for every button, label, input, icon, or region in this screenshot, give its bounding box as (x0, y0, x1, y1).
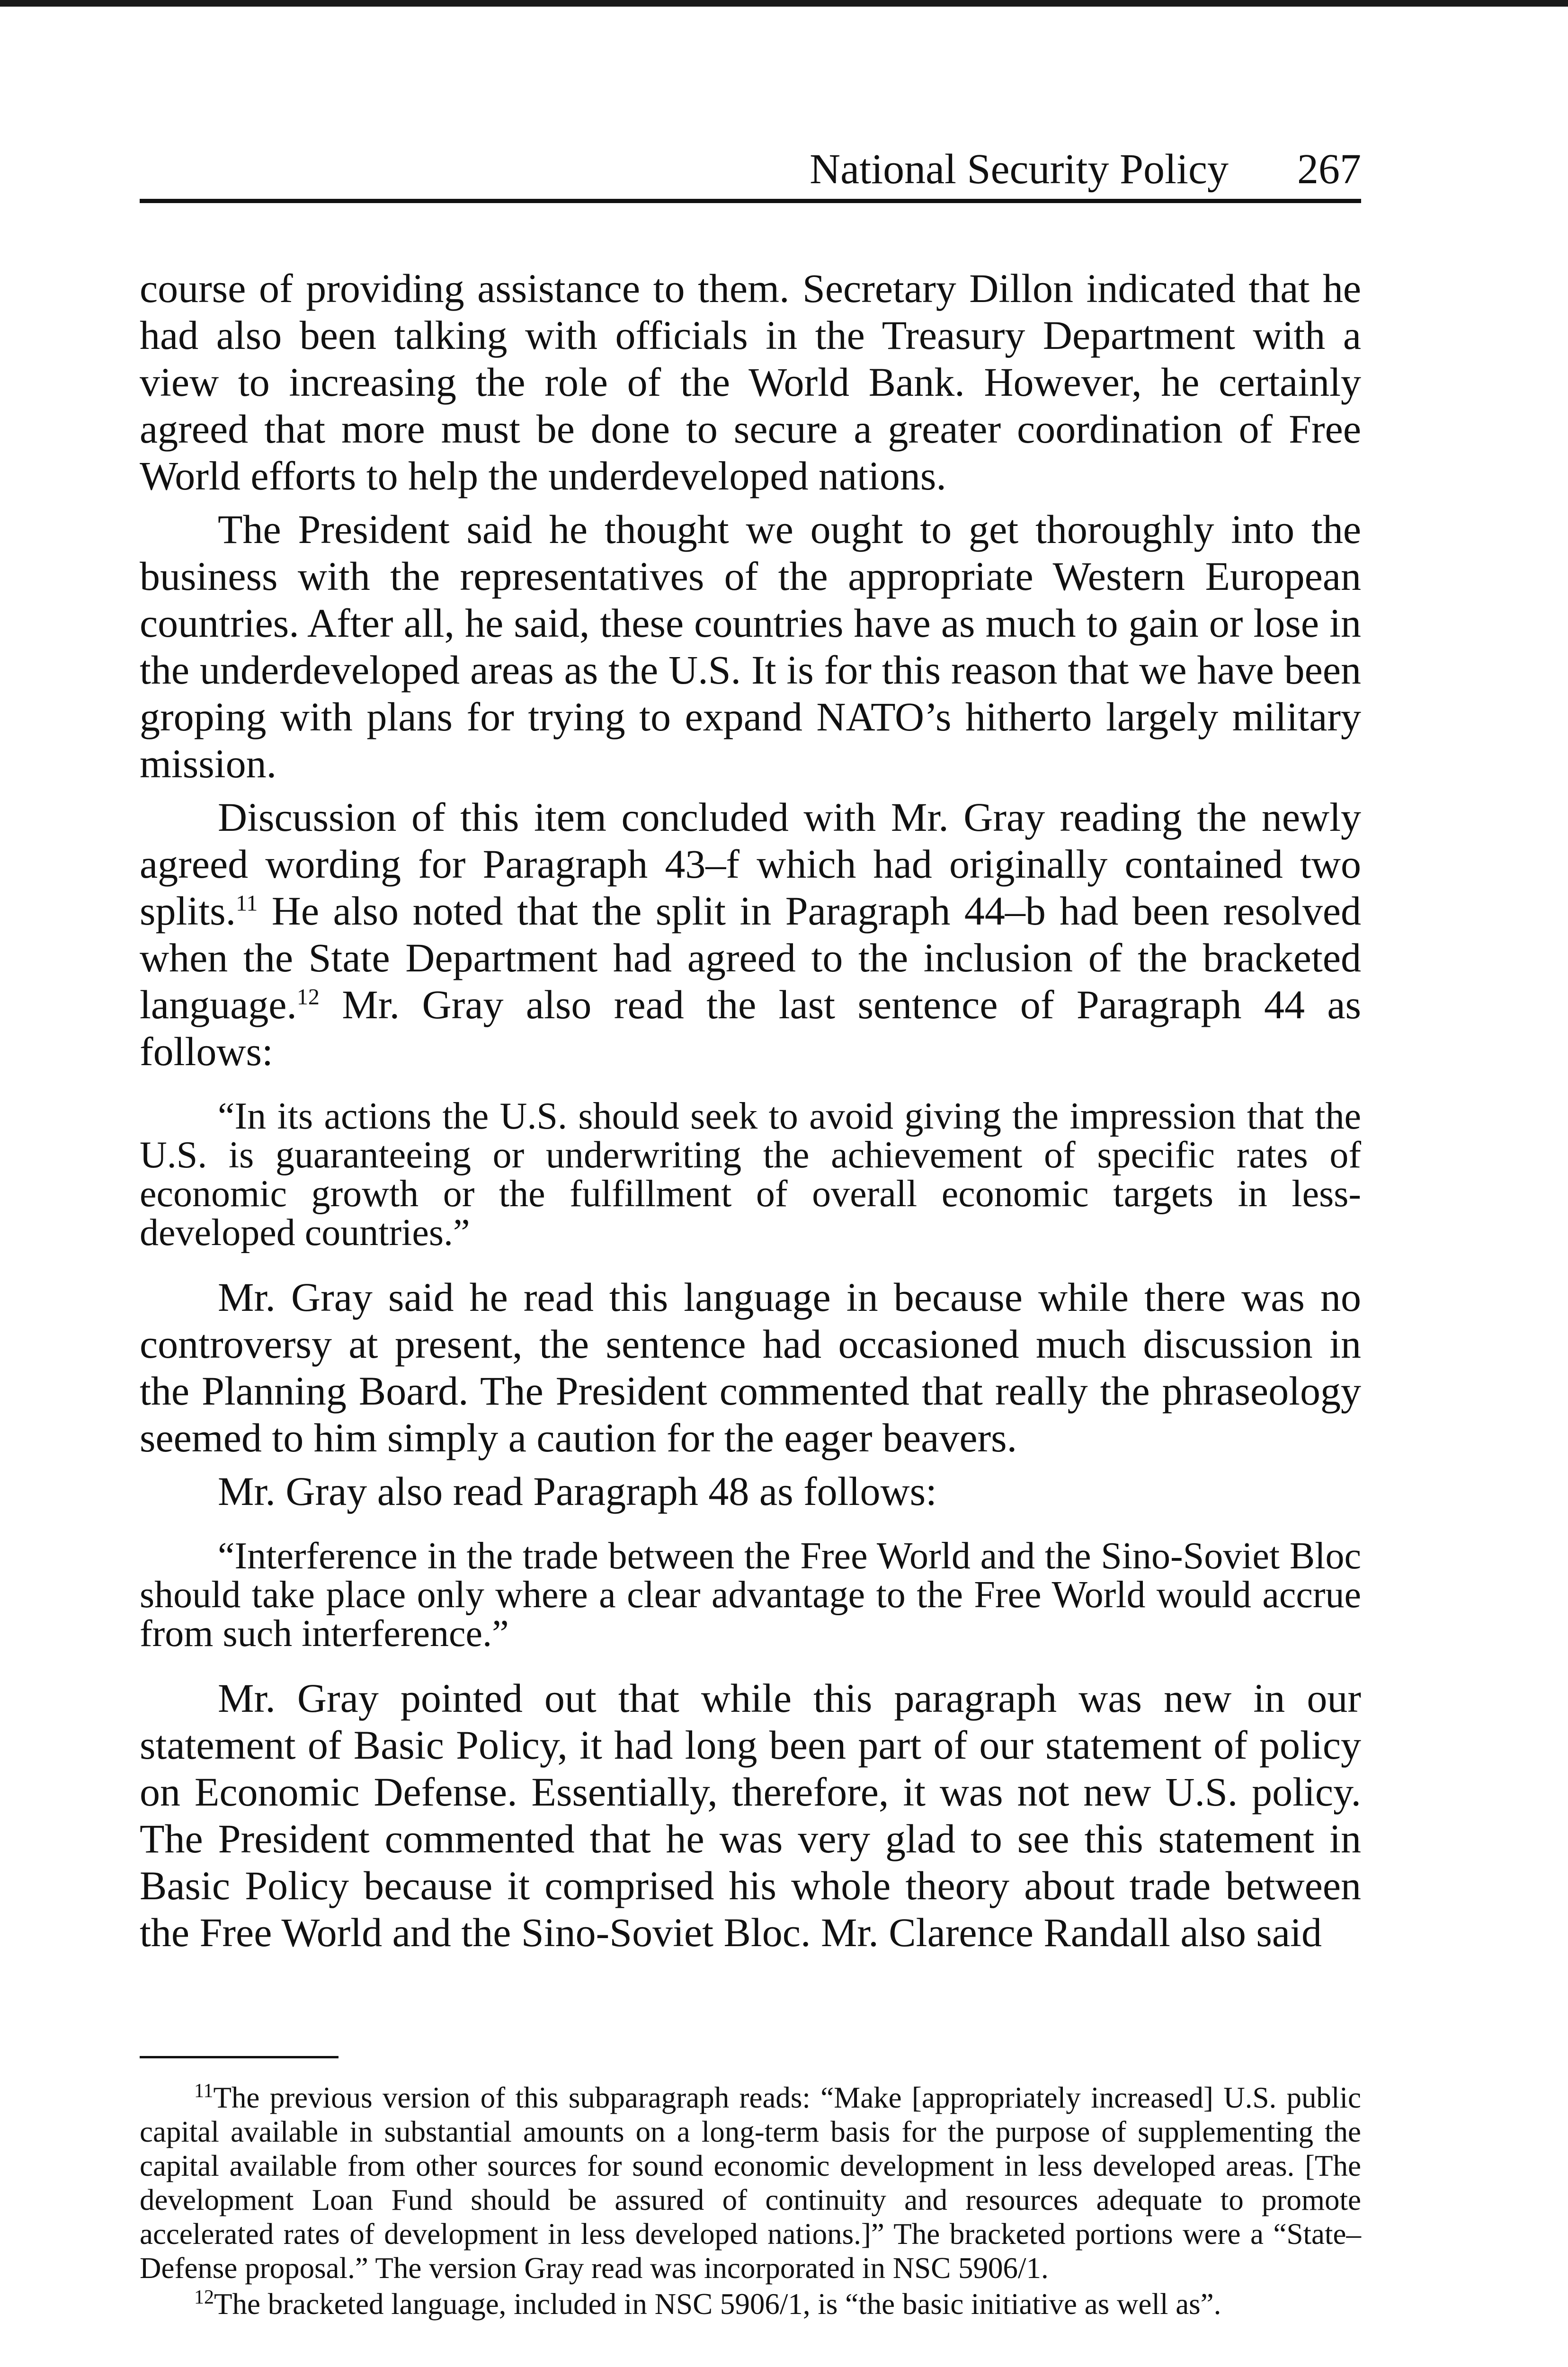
footnote-12 (140, 2287, 1361, 2321)
footnote-ref-12[interactable]: 12 (296, 984, 320, 1010)
scan-edge-line (0, 0, 1568, 7)
page-number: 267 (1297, 146, 1361, 193)
quote-paragraph-44: “In its actions the U.S. should seek to avoid giving the impression that the U.S. is guaranteeing or underwriting the achievement of specific rates of economic growth or the fulfillment of overall economic targets in less-developed countries.” (140, 1095, 1361, 1254)
paragraph-president-nato: The President said he thought we ought to get thoroughly into the business with the representatives of the appropriate Western European countries. After all, he said, these countries have as much to gain or lose in the underdeveloped areas as the U.S. It is for this reason that we have been groping with plans for trying to expand NATO’s hitherto largely military mission. (140, 507, 1361, 786)
paragraph-gray-part-b: He also noted that the split in Paragraph 44–b had been resolved when the State Department had agreed to the inclusion of the bracketed language. (140, 888, 1361, 1027)
paragraph-gray-wording (140, 794, 1361, 1075)
paragraph-gray-part-c: Mr. Gray also read the last sentence of Paragraph 44 as follows: (140, 982, 1361, 1074)
paragraph-gray-part-a: Discussion of this item concluded with Mr. Gray reading the newly agreed wording for Paragraph 43–f which had originally contained two splits. (140, 794, 1361, 934)
footnote-text-12: The bracketed language, included in NSC 5906/1, is “the basic initiative as well as”. (214, 2287, 1221, 2321)
page-header (140, 140, 1361, 203)
footnote-11 (140, 2081, 1361, 2285)
running-title: National Security Policy (810, 146, 1229, 193)
paragraph-dillon: course of providing assistance to them. Secretary Dillon indicated that he had also been talking with officials in the Treasury Department with a view to increasing the role of the World Bank. However, he certainly agreed that more must be done to secure a greater coordination of Free World efforts to help the underdeveloped nations. (140, 266, 1361, 498)
footnotes (140, 2081, 1361, 2323)
paragraph-basic-policy: Mr. Gray pointed out that while this paragraph was new in our statement of Basic Policy, it had long been part of our statement of policy on Economic Defense. Essentially, therefore, it was not new U.S. policy. The President commented that he was very glad to see this statement in Basic Policy because it comprised his whole theory about trade between the Free World and the Sino-Soviet Bloc. Mr. Clarence Randall also said (140, 1675, 1361, 1955)
footnote-number-11: 11 (194, 2080, 214, 2102)
body-text (140, 265, 1361, 1963)
footnote-number-12: 12 (194, 2287, 214, 2308)
footnote-text-11: The previous version of this subparagraph reads: “Make [appropriately increased] U.S. public capital available in substantial amounts on a long-term basis for the purpose of supplementing the capital available from other sources for sound economic development in less developed areas. [The development Loan Fund should be assured of continuity and resources adequate to promote accelerated rates of development in less developed nations.]” The bracketed portions were a “State–Defense proposal.” The version Gray read was incorporated in NSC 5906/1. (140, 2081, 1361, 2285)
footnote-ref-11[interactable]: 11 (236, 890, 258, 916)
footnote-divider (140, 2056, 339, 2058)
paragraph-planning-board: Mr. Gray said he read this language in because while there was no controversy at present, the sentence had occasioned much discussion in the Planning Board. The President commented that really the phraseology seemed to him simply a caution for the eager beavers. (140, 1274, 1361, 1460)
quote-paragraph-48: “Interference in the trade between the Free World and the Sino-Soviet Bloc should take place only where a clear advantage to the Free World would accrue from such interference.” (140, 1535, 1361, 1655)
paragraph-read-48: Mr. Gray also read Paragraph 48 as follows: (218, 1468, 937, 1514)
